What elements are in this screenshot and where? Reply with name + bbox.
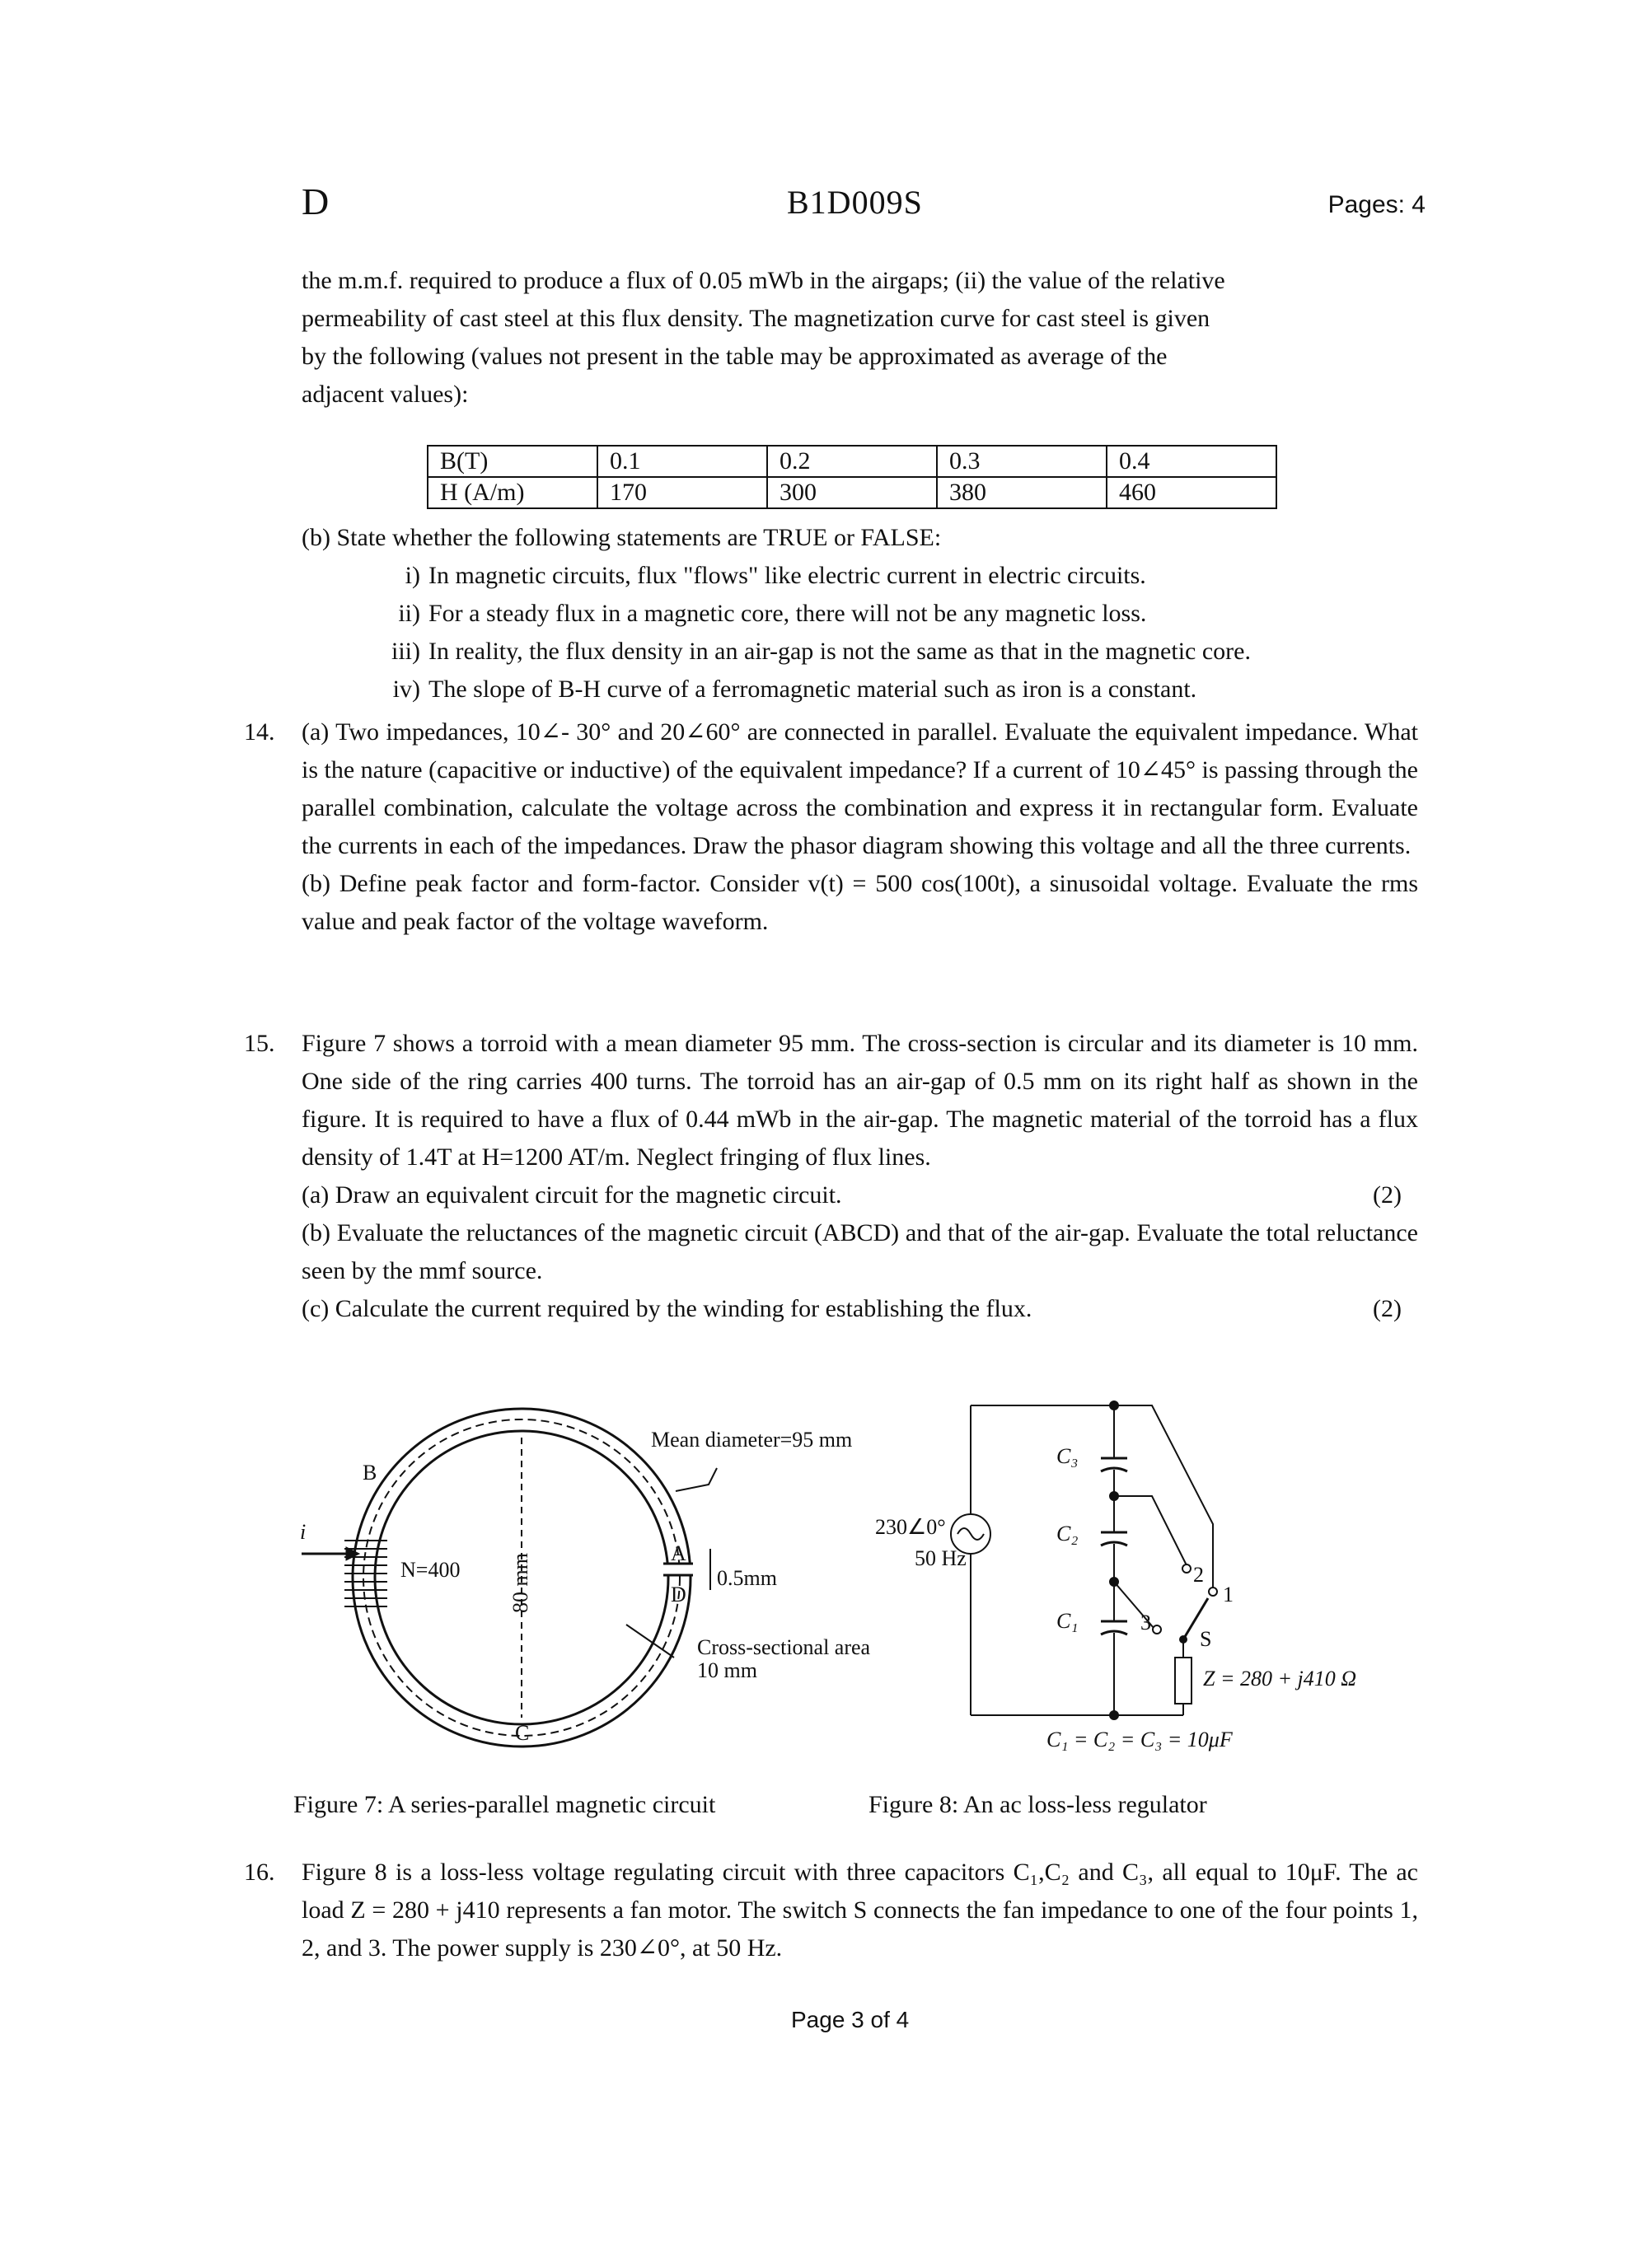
figure-8-caption: Figure 8: An ac loss-less regulator <box>868 1791 1207 1818</box>
paper-code: B1D009S <box>787 184 923 221</box>
c1-label: C₁ <box>1056 1609 1079 1633</box>
table-cell: 170 <box>597 477 767 508</box>
cross-section-leader <box>626 1625 674 1658</box>
point-1-label: 1 <box>1223 1583 1234 1606</box>
source-voltage-label: 230∠0° <box>875 1515 946 1539</box>
point-2-label: 2 <box>1193 1563 1204 1587</box>
cross-section-label-2: 10 mm <box>697 1658 757 1682</box>
q13b-intro: (b) State whether the following statements are TRUE or FALSE: <box>302 524 942 551</box>
label-a: A <box>671 1541 686 1565</box>
question-number: 14. <box>244 718 275 746</box>
current-label: i <box>300 1520 307 1544</box>
inner-diameter-label: 80 mm <box>508 1553 532 1613</box>
wire-to-point-2 <box>1114 1496 1187 1565</box>
set-code: D <box>302 180 330 222</box>
table-header-cell: B(T) <box>428 446 597 477</box>
question-number: 15. <box>244 1030 275 1057</box>
point-3-label: 3 <box>1140 1611 1151 1634</box>
q14-part-b: (b) Define peak factor and form-factor. Consider v(t) = 500 cos(100t), a sinusoidal voltage. Evaluate the rms value and peak factor of the voltage waveform. <box>302 870 1418 935</box>
statement-text: In magnetic circuits, flux "flows" like electric current in electric circuits. <box>428 562 1146 589</box>
q15-part-b: (b) Evaluate the reluctances of the magnetic circuit (ABCD) and that of the air-gap. Evaluate the total reluctance seen by the mmf source. <box>302 1219 1418 1284</box>
q14-part-a: (a) Two impedances, 10∠- 30° and 20∠60° are connected in parallel. Evaluate the equivalent impedance. What is the nature (capacitive or inductive) of the equivalent impedance? If a current of 10∠45° is passing through the parallel combination, calculate the voltage across the combination and express it in rectangular form. Evaluate the currents in each of the impedances. Draw the phasor diagram showing this voltage and all the three currents. <box>302 718 1418 859</box>
statement-text: For a steady flux in a magnetic core, there will not be any magnetic loss. <box>428 600 1147 627</box>
question-number: 16. <box>244 1859 275 1886</box>
c3-label: C₃ <box>1056 1444 1079 1468</box>
page-count: Pages: 4 <box>1327 191 1426 218</box>
statement-number: iv) <box>392 676 420 703</box>
statement-number: iii) <box>391 638 420 665</box>
junction-dot <box>1110 1711 1118 1719</box>
table-cell: 0.3 <box>937 446 1107 477</box>
text-line: by the following (values not present in the table may be approximated as average of the <box>302 343 1168 370</box>
gap-label: 0.5mm <box>717 1566 777 1590</box>
label-c: C <box>515 1721 530 1745</box>
label-d: D <box>671 1583 686 1606</box>
turns-label: N=400 <box>400 1558 461 1582</box>
question-16 <box>244 1854 1418 1967</box>
text-line: the m.m.f. required to produce a flux of 0.05 mWb in the airgaps; (ii) the value of the relative <box>302 267 1225 294</box>
figure-8-circuit <box>951 1401 1217 1719</box>
statement-number: i) <box>405 562 420 589</box>
table-cell: 380 <box>937 477 1107 508</box>
figure-7-caption: Figure 7: A series-parallel magnetic circuit <box>293 1791 716 1818</box>
marks: (2) <box>1373 1295 1402 1322</box>
contact-1 <box>1209 1588 1217 1596</box>
q15-part-c: (c) Calculate the current required by the winding for establishing the flux. <box>302 1295 1032 1322</box>
capacitor-value-label: C₁ = C₂ = C₃ = 10μF <box>1046 1728 1233 1751</box>
table-cell: 460 <box>1107 477 1276 508</box>
text-line: adjacent values): <box>302 381 469 408</box>
contact-3 <box>1153 1625 1161 1634</box>
statement-number: ii) <box>398 600 420 627</box>
contact-2 <box>1182 1564 1191 1573</box>
c2-label: C₂ <box>1056 1522 1079 1546</box>
label-b: B <box>363 1461 377 1485</box>
q16-body: Figure 8 is a loss-less voltage regulating circuit with three capacitors C₁,C₂ and C₃, all equal to 10μF. The ac load Z = 280 + j410 represents a fan motor. The switch S connects the fan impedance to one of the four points 1, 2, and 3. The power supply is 230∠0°, at 50 Hz. <box>302 1859 1418 1962</box>
statement-text: In reality, the flux density in an air-gap is not the same as that in the magnetic core. <box>428 638 1251 665</box>
cross-section-label-1: Cross-sectional area <box>697 1635 871 1659</box>
q15-part-a: (a) Draw an equivalent circuit for the magnetic circuit. <box>302 1181 842 1209</box>
statement-text: The slope of B-H curve of a ferromagnetic material such as iron is a constant. <box>428 676 1197 703</box>
air-gap <box>663 1564 693 1575</box>
load-impedance <box>1175 1658 1192 1704</box>
mean-diameter-leader <box>676 1468 717 1491</box>
table-header-cell: H (A/m) <box>428 477 597 508</box>
text-line: permeability of cast steel at this flux density. The magnetization curve for cast steel is given <box>302 305 1210 332</box>
q15-body: Figure 7 shows a torroid with a mean diameter 95 mm. The cross-section is circular and its diameter is 10 mm. One side of the ring carries 400 turns. The torroid has an air-gap of 0.5 mm on its right half as shown in the figure. It is required to have a flux of 0.44 mWb in the air-gap. The magnetic material of the torroid has a flux density of 1.4T at H=1200 AT/m. Neglect fringing of flux lines. <box>302 1030 1418 1171</box>
marks: (2) <box>1373 1181 1402 1209</box>
page-number: Page 3 of 4 <box>791 2007 910 2032</box>
switch-label: S <box>1200 1627 1212 1651</box>
table-cell: 300 <box>767 477 937 508</box>
table-cell: 0.4 <box>1107 446 1276 477</box>
table-cell: 0.2 <box>767 446 937 477</box>
table-cell: 0.1 <box>597 446 767 477</box>
load-label: Z = 280 + j410 Ω <box>1203 1667 1357 1690</box>
mean-diameter-label: Mean diameter=95 mm <box>651 1428 853 1452</box>
source-frequency-label: 50 Hz <box>915 1546 967 1570</box>
